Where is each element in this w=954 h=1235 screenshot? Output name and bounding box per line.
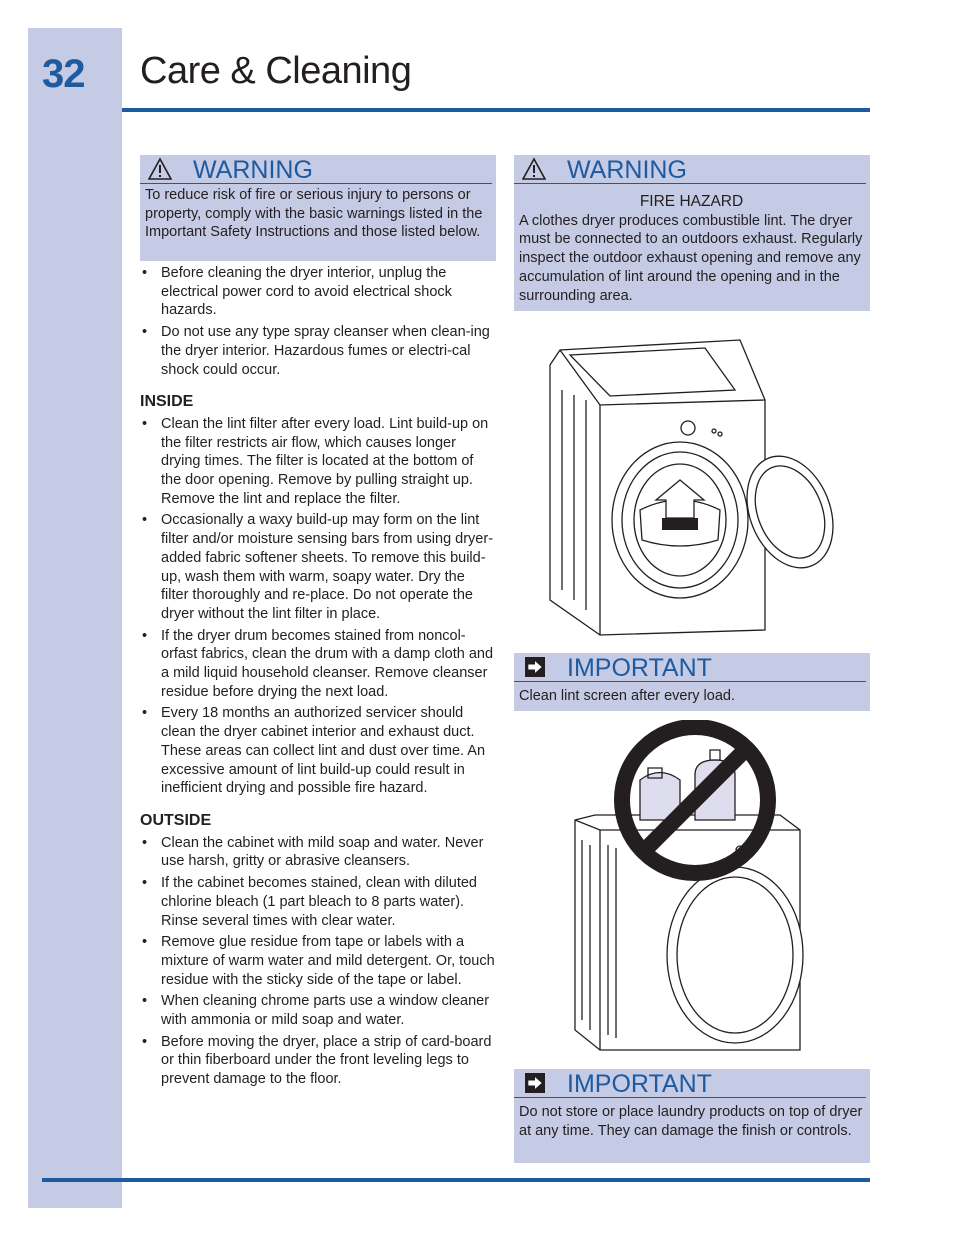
list-item: • Do not use any type spray cleanser when clean-ing the dryer interior. Hazardous fumes or electri-cal shock could occur. <box>140 323 496 379</box>
footer-rule <box>42 1178 870 1182</box>
list-item: • If the cabinet becomes stained, clean with diluted chlorine bleach (1 part bleach to 8 parts water). Rinse several times with clear water. <box>140 874 496 930</box>
important-box-2 <box>514 1069 870 1163</box>
header-rule <box>122 108 870 112</box>
right-warning-box <box>514 155 870 311</box>
left-warning-box <box>140 155 496 261</box>
list-item: • Clean the cabinet with mild soap and water. Never use harsh, gritty or abrasive cleansers. <box>140 834 496 871</box>
warning-triangle-icon <box>522 157 546 181</box>
left-warning-title: WARNING <box>193 156 313 184</box>
list-item: • Occasionally a waxy build-up may form on the lint filter and/or moisture sensing bars from using dryer-added fabric softener sheets. To remove this build-up, wash them with warm, soapy water. Dry the filter thoroughly and re-place. Do not operate the dryer without the lint filter in place. <box>140 511 496 623</box>
important-header-2 <box>514 1069 866 1098</box>
list-item: • Every 18 months an authorized servicer should clean the dryer cabinet interior and exhaust duct. These areas can collect lint and dust over time. An excessive amount of lint build-up could result in inefficient drying and possible fire hazard. <box>140 704 496 798</box>
list-item: • Before cleaning the dryer interior, unplug the electrical power cord to avoid electrical shock hazards. <box>140 264 496 320</box>
important-title-1: IMPORTANT <box>567 654 712 682</box>
important-header-1 <box>514 653 866 682</box>
important-body-2: Do not store or place laundry products on top of dryer at any time. They can damage the finish or controls. <box>519 1104 863 1139</box>
no-products-on-dryer-illustration <box>570 720 810 1062</box>
right-warning-header <box>514 155 866 184</box>
list-item: • If the dryer drum becomes stained from noncol-orfast fabrics, clean the drum with a damp cloth and a mild liquid household cleanser. Remove cleanser residue before drying the next load. <box>140 627 496 702</box>
warning-triangle-icon <box>148 157 172 181</box>
list-item: • Clean the lint filter after every load. Lint build-up on the filter restricts air flow, which causes longer drying times. The filter is located at the bottom of the door opening. Remove by pulling straight up. Remove the lint and replace the filter. <box>140 415 496 509</box>
right-warning-text: A clothes dryer produces combustible lint. The dryer must be connected to an outdoors exhaust. Regularly inspect the outdoor exhaust opening and remove any accumulation of lint around the opening and in the surrounding area. <box>519 212 863 304</box>
right-warning-body <box>514 184 870 311</box>
right-warning-title: WARNING <box>567 156 687 184</box>
important-title-2: IMPORTANT <box>567 1070 712 1098</box>
fire-hazard-label: FIRE HAZARD <box>639 193 744 210</box>
left-column <box>140 262 496 1092</box>
page-title: Care & Cleaning <box>140 50 412 92</box>
outside-heading: OUTSIDE <box>140 811 212 829</box>
list-item: • Remove glue residue from tape or labels with a mixture of warm water and mild detergent. Or, touch residue with the sticky side of the tape or label. <box>140 933 496 989</box>
arrow-right-icon <box>524 657 546 677</box>
left-warning-body: To reduce risk of fire or serious injury to persons or property, comply with the basic warnings listed in the Important Safety Instructions and those listed below. <box>145 187 483 241</box>
sidebar-band <box>28 28 122 1208</box>
list-item: • When cleaning chrome parts use a window cleaner with ammonia or mild soap and water. <box>140 992 496 1029</box>
dryer-open-door-illustration <box>540 330 850 640</box>
inside-heading: INSIDE <box>140 393 194 411</box>
arrow-right-icon <box>524 1073 546 1093</box>
page-number: 32 <box>42 52 85 96</box>
important-body-1: Clean lint screen after every load. <box>519 688 735 704</box>
list-item: • Before moving the dryer, place a strip of card-board or thin fiberboard under the front leveling legs to prevent damage to the floor. <box>140 1033 496 1089</box>
important-box-1 <box>514 653 870 711</box>
left-warning-header <box>140 155 492 184</box>
